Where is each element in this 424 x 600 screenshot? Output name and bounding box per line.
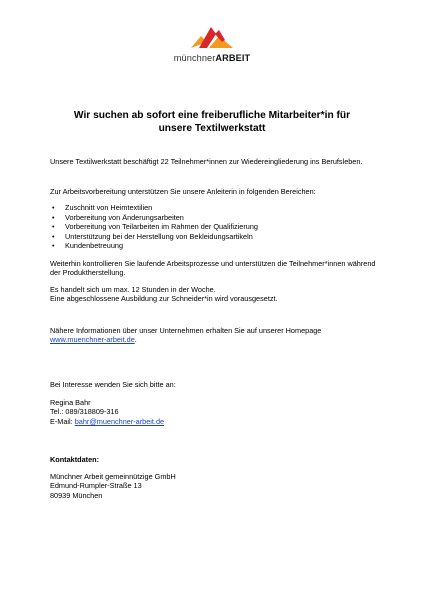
contact-email-label: E-Mail: <box>50 416 75 426</box>
task-list <box>50 203 258 251</box>
contact-phone: Tel.: 089/318809-316 <box>50 407 119 417</box>
contact-name: Regina Bahr <box>50 398 91 407</box>
company-logo <box>0 24 424 63</box>
bullet-icon: • <box>52 212 55 222</box>
address-block <box>50 472 380 500</box>
logo-wordmark <box>0 53 424 63</box>
list-item: • Unterstützung bei der Herstellung von Bekleidungsartikeln <box>52 231 253 241</box>
contact-heading: Kontaktdaten: <box>50 455 100 464</box>
intro-paragraph: Unsere Textilwerkstatt beschäftigt 22 Teilnehmer*innen zur Wiedereingliederung ins Berufsleben. <box>50 157 363 166</box>
control-paragraph: Weiterhin kontrollieren Sie laufende Arbeitsprozesse und unterstützen die Teilnehmer*innen während der Produktherstellung. <box>50 259 376 278</box>
hours-line: Es handelt sich um max. 12 Stunden in der Woche. <box>50 285 216 294</box>
info-paragraph <box>50 326 380 345</box>
bullet-icon: • <box>52 241 55 251</box>
logo-word-bold: ARBEIT <box>215 53 251 63</box>
address-city: 80939 München <box>50 490 103 500</box>
list-item: • Vorbereitung von Änderungsarbeiten <box>52 212 184 222</box>
logo-roof-icon <box>189 24 235 52</box>
address-company: Münchner Arbeit gemeinnützige GmbH <box>50 472 176 481</box>
info-text: Nähere Informationen über unser Unternehmen erhalten Sie auf unserer Homepage <box>50 326 322 335</box>
hours-paragraph <box>50 285 380 304</box>
list-item: • Zuschnitt von Heimtextilien <box>52 203 153 212</box>
logo-word-light: münchner <box>173 53 216 63</box>
preparation-intro: Zur Arbeitsvorbereitung unterstützen Sie unsere Anleiterin in folgenden Bereichen: <box>50 187 316 196</box>
contact-email-link[interactable]: bahr@muenchner-arbeit.de <box>74 416 165 426</box>
bullet-icon: • <box>52 203 55 212</box>
homepage-link[interactable]: www.muenchner-arbeit.de <box>50 335 135 345</box>
address-street: Edmund-Rumpler-Straße 13 <box>50 481 142 491</box>
interest-line: Bei Interesse wenden Sie sich bitte an: <box>50 380 176 389</box>
bullet-icon: • <box>52 222 55 232</box>
contact-block <box>50 398 380 426</box>
info-period: . <box>134 335 137 345</box>
list-item: • Vorbereitung von Teilarbeiten im Rahmen der Qualifizierung <box>52 222 258 232</box>
page-title: Wir suchen ab sofort eine freiberufliche Mitarbeiter*in für unsere Textilwerkstatt <box>73 110 351 134</box>
list-item: • Kundenbetreuung <box>52 241 124 251</box>
qualification-line: Eine abgeschlossene Ausbildung zur Schneider*in wird vorausgesetzt. <box>50 294 278 304</box>
bullet-icon: • <box>52 231 55 241</box>
